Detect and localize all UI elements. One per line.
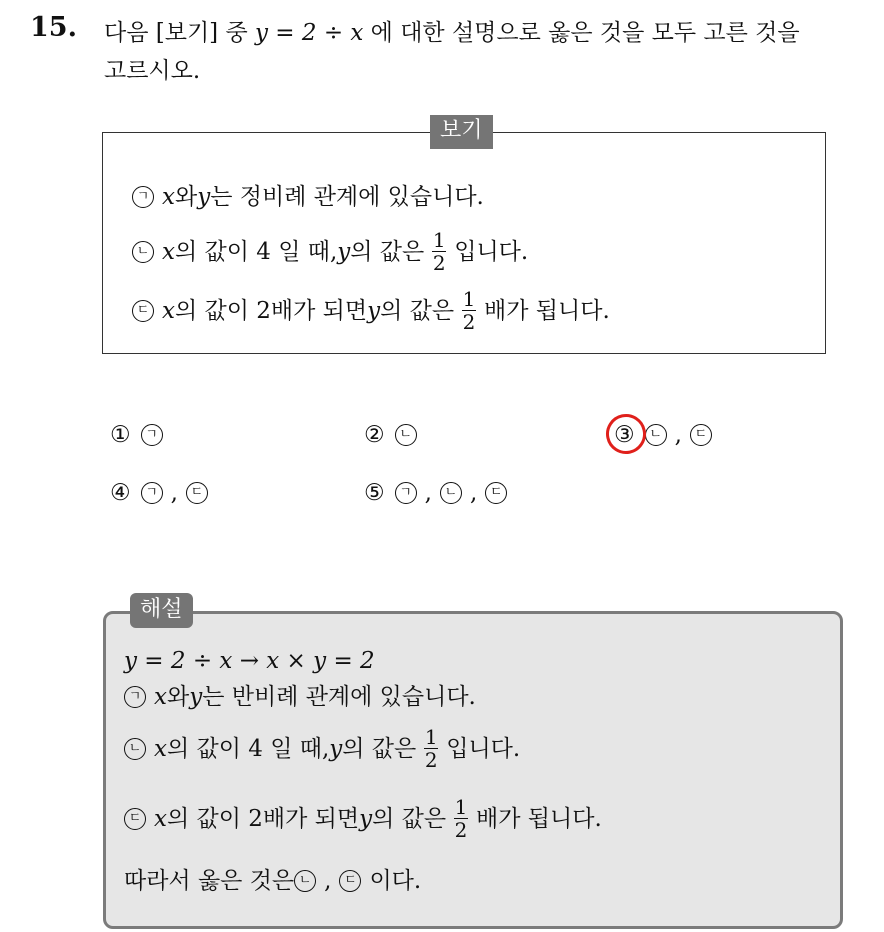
bogi-tag: 보기 — [430, 115, 493, 149]
var-x: x — [154, 684, 167, 710]
marker-circle: ㄷ — [124, 808, 146, 830]
option-5[interactable]: ⑤ ㄱ , ㄴ , ㄷ — [364, 478, 515, 508]
answer-mark-circle — [602, 410, 649, 457]
marker-digeut-circle: ㄷ — [132, 300, 154, 322]
fraction — [424, 726, 438, 771]
marker-circle: ㄷ — [485, 482, 507, 504]
text: 배가 됩니다. — [476, 805, 602, 832]
bogi-item-1 — [132, 182, 484, 212]
marker-circle: ㄷ — [186, 482, 208, 504]
text: 의 값은 — [350, 238, 425, 265]
option-4[interactable]: ④ ㄱ , ㄷ — [110, 478, 216, 508]
solution-conclusion: 따라서 옳은 것은 ㄴ , ㄷ 이다. — [124, 868, 422, 894]
option-number: ④ — [110, 480, 131, 506]
text: 따라서 옳은 것은 — [124, 868, 295, 894]
text: 의 값은 — [372, 805, 447, 832]
marker-circle: ㄱ — [141, 424, 163, 446]
marker-nieun-circle: ㄴ — [132, 241, 154, 263]
marker-circle: ㄴ — [440, 482, 462, 504]
text: 의 값이 4 일 때, — [166, 735, 330, 762]
question-text — [104, 14, 864, 90]
fraction-denominator: 2 — [432, 251, 446, 275]
text: 의 값은 — [380, 297, 455, 324]
text: 입니다. — [446, 735, 521, 762]
fraction — [462, 288, 476, 333]
text: 이다. — [369, 868, 422, 894]
text: 는 정비례 관계에 있습니다. — [210, 184, 484, 210]
question-line-1 — [104, 14, 864, 52]
marker-circle: ㄴ — [395, 424, 417, 446]
marker-circle: ㄴ — [645, 424, 667, 446]
bogi-item-2 — [132, 229, 528, 274]
fraction-numerator: 1 — [432, 228, 446, 252]
var-x: x — [154, 735, 167, 762]
solution-tag: 해설 — [130, 593, 193, 628]
option-number: ② — [364, 422, 385, 448]
marker-circle: ㄱ — [395, 482, 417, 504]
bogi-item-3 — [132, 288, 610, 333]
var-y: y — [329, 735, 343, 762]
text: 와 — [166, 684, 190, 710]
option-number: ③ — [614, 422, 635, 448]
fraction-denominator: 2 — [424, 748, 438, 772]
var-y: y — [359, 805, 373, 832]
marker-circle: ㄷ — [339, 870, 361, 892]
option-1[interactable] — [110, 420, 171, 450]
option-number: ⑤ — [364, 480, 385, 506]
fraction — [454, 796, 468, 841]
marker-circle: ㄱ — [141, 482, 163, 504]
marker-giyeok-circle: ㄱ — [132, 186, 154, 208]
solution-equation: y = 2 ÷ x → x × y = 2 — [124, 648, 375, 674]
text: 는 반비례 관계에 있습니다. — [202, 684, 476, 710]
text: 의 값이 4 일 때, — [174, 238, 338, 265]
question-text-prefix: 다음 [보기] 중 — [104, 20, 255, 46]
question-line-2: 고르시오. — [104, 58, 201, 84]
var-x: x — [162, 297, 175, 324]
text: 배가 됩니다. — [484, 297, 610, 324]
fraction-denominator: 2 — [454, 818, 468, 842]
var-y: y — [189, 684, 203, 710]
var-y: y — [367, 297, 381, 324]
option-3[interactable]: ③ ㄴ , ㄷ — [614, 420, 720, 450]
question-number: 15. — [30, 12, 77, 43]
text: 의 값은 — [342, 735, 417, 762]
solution-item-2 — [124, 726, 520, 771]
fraction-denominator: 2 — [462, 310, 476, 334]
fraction-numerator: 1 — [454, 795, 468, 819]
text: 의 값이 2배가 되면 — [166, 805, 360, 832]
marker-circle: ㄱ — [124, 686, 146, 708]
var-x: x — [162, 184, 175, 210]
question-text-suffix: 에 대한 설명으로 옳은 것을 모두 고른 것을 — [363, 20, 800, 46]
text: 와 — [174, 184, 198, 210]
option-2[interactable] — [364, 420, 425, 450]
text: 입니다. — [454, 238, 529, 265]
option-number: ① — [110, 422, 131, 448]
fraction-numerator: 1 — [462, 287, 476, 311]
marker-circle: ㄴ — [294, 870, 316, 892]
text: 의 값이 2배가 되면 — [174, 297, 368, 324]
var-y: y — [337, 238, 351, 265]
marker-circle: ㄷ — [690, 424, 712, 446]
fraction — [432, 229, 446, 274]
question-expression: y = 2 ÷ x — [254, 20, 364, 46]
fraction-numerator: 1 — [424, 725, 438, 749]
var-y: y — [197, 184, 211, 210]
var-x: x — [154, 805, 167, 832]
marker-circle: ㄴ — [124, 738, 146, 760]
solution-item-3 — [124, 796, 602, 841]
var-x: x — [162, 238, 175, 265]
solution-item-1 — [124, 682, 476, 712]
